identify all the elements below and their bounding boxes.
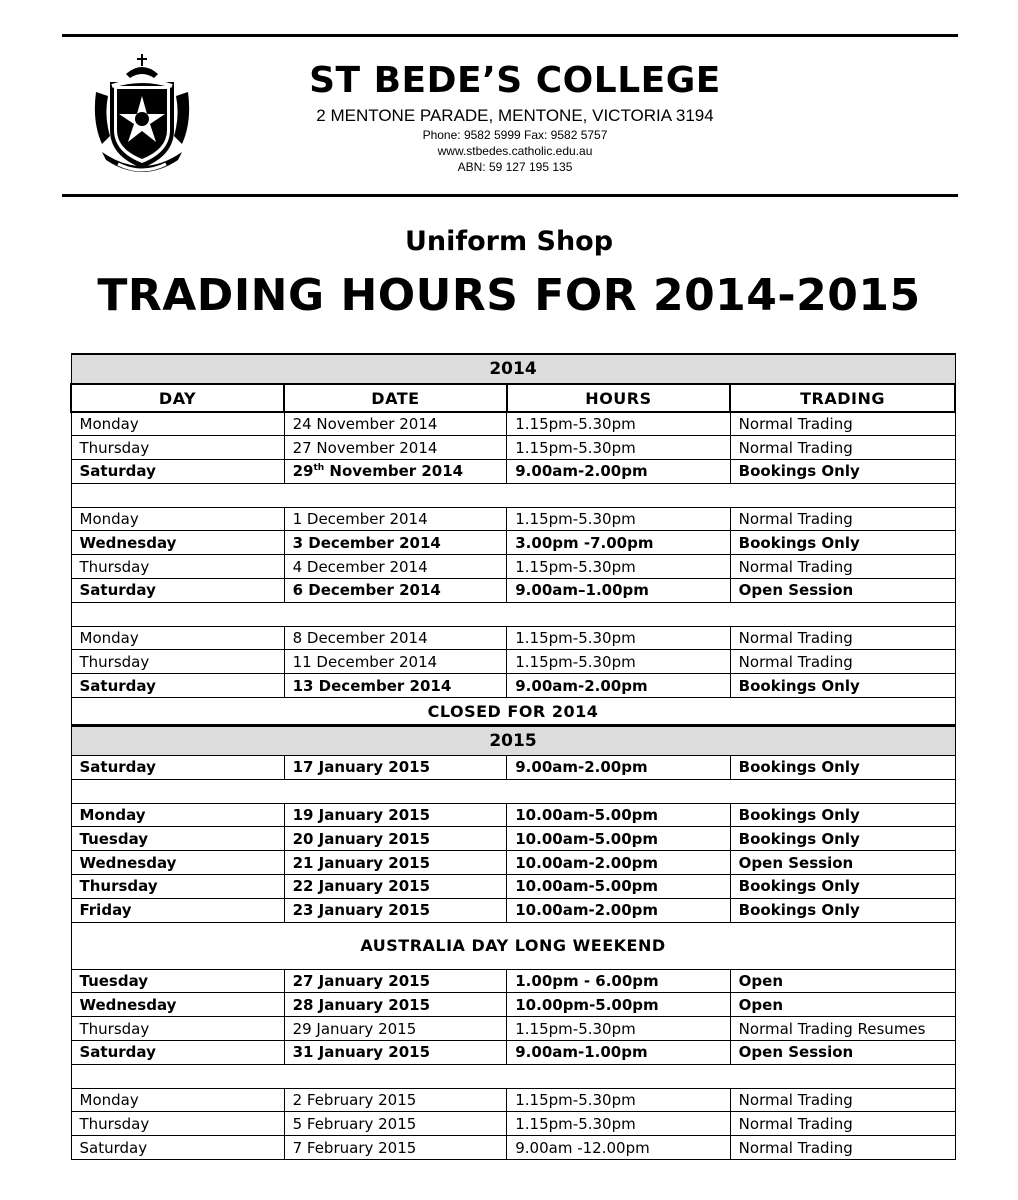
cell-hours: 10.00am-2.00pm — [507, 898, 730, 922]
cell-date: 22 January 2015 — [284, 875, 507, 899]
cell-trading: Bookings Only — [730, 827, 955, 851]
college-website: www.stbedes.catholic.edu.au — [437, 144, 593, 158]
cell-date: 23 January 2015 — [284, 898, 507, 922]
column-header-trading: TRADING — [730, 384, 955, 412]
cell-hours: 1.15pm-5.30pm — [507, 436, 730, 460]
year-header-2014 — [71, 354, 955, 384]
cell-date: 6 December 2014 — [284, 579, 507, 603]
cell-hours: 1.15pm-5.30pm — [507, 412, 730, 436]
cell-date: 24 November 2014 — [284, 412, 507, 436]
cell-hours: 9.00am -12.00pm — [507, 1136, 730, 1160]
cell-day: Saturday — [71, 674, 284, 698]
spacer-cell — [71, 602, 955, 626]
table-row — [71, 756, 955, 780]
cell-date: 13 December 2014 — [284, 674, 507, 698]
cell-day: Thursday — [71, 1017, 284, 1041]
closed-banner — [71, 698, 955, 726]
cell-trading: Normal Trading — [730, 1088, 955, 1112]
cell-day: Thursday — [71, 555, 284, 579]
cell-hours: 1.15pm-5.30pm — [507, 650, 730, 674]
cell-day: Monday — [71, 507, 284, 531]
spacer-cell — [71, 483, 955, 507]
column-header-date: DATE — [284, 384, 507, 412]
cell-day: Monday — [71, 626, 284, 650]
cell-trading: Bookings Only — [730, 875, 955, 899]
table-row — [71, 851, 955, 875]
cell-day: Thursday — [71, 1112, 284, 1136]
cell-day: Monday — [71, 803, 284, 827]
cell-date: 17 January 2015 — [284, 756, 507, 780]
cell-hours: 10.00am-5.00pm — [507, 875, 730, 899]
year-label: 2014 — [71, 354, 955, 384]
column-header-hours: HOURS — [507, 384, 730, 412]
cell-trading: Normal Trading — [730, 626, 955, 650]
cell-date: 8 December 2014 — [284, 626, 507, 650]
cell-date: 20 January 2015 — [284, 827, 507, 851]
cell-trading: Bookings Only — [730, 674, 955, 698]
cell-date: 5 February 2015 — [284, 1112, 507, 1136]
cell-hours: 9.00am-2.00pm — [507, 756, 730, 780]
cell-hours: 1.15pm-5.30pm — [507, 626, 730, 650]
cell-hours: 9.00am-2.00pm — [507, 674, 730, 698]
cell-date: 4 December 2014 — [284, 555, 507, 579]
cell-trading: Normal Trading — [730, 555, 955, 579]
trading-hours-table — [70, 353, 956, 1160]
holiday-banner — [71, 922, 955, 969]
date-suffix: th — [313, 463, 325, 474]
college-crest-logo — [88, 52, 196, 178]
cell-trading: Bookings Only — [730, 531, 955, 555]
header-top-rule — [62, 34, 958, 37]
cell-hours: 10.00am-2.00pm — [507, 851, 730, 875]
cell-day: Thursday — [71, 875, 284, 899]
cell-day: Tuesday — [71, 969, 284, 993]
cell-date: 19 January 2015 — [284, 803, 507, 827]
table-row — [71, 579, 955, 603]
table-row — [71, 1136, 955, 1160]
cell-day: Thursday — [71, 650, 284, 674]
cell-hours: 10.00am-5.00pm — [507, 827, 730, 851]
table-row — [71, 626, 955, 650]
shop-title: Uniform Shop — [404, 226, 614, 257]
spacer-row — [71, 779, 955, 803]
cell-trading: Open — [730, 969, 955, 993]
cell-hours: 1.00pm - 6.00pm — [507, 969, 730, 993]
column-header-row — [71, 384, 955, 412]
cell-trading: Normal Trading — [730, 1136, 955, 1160]
table-row — [71, 875, 955, 899]
cell-day: Saturday — [71, 1041, 284, 1065]
spacer-row — [71, 1064, 955, 1088]
cell-trading: Bookings Only — [730, 460, 955, 484]
cell-date: 27 November 2014 — [284, 436, 507, 460]
table-row — [71, 898, 955, 922]
closed-banner-text: CLOSED FOR 2014 — [71, 698, 955, 726]
cell-trading: Open Session — [730, 579, 955, 603]
page-title: TRADING HOURS FOR 2014-2015 — [97, 270, 921, 321]
table-row — [71, 1017, 955, 1041]
cell-trading: Normal Trading — [730, 507, 955, 531]
cell-date: 29 January 2015 — [284, 1017, 507, 1041]
cell-trading: Normal Trading Resumes — [730, 1017, 955, 1041]
header-bottom-rule — [62, 194, 958, 197]
table-row — [71, 803, 955, 827]
table-row — [71, 531, 955, 555]
cell-hours: 9.00am–1.00pm — [507, 579, 730, 603]
cell-trading: Normal Trading — [730, 1112, 955, 1136]
cell-day: Wednesday — [71, 993, 284, 1017]
spacer-cell — [71, 779, 955, 803]
date-day: 29 — [292, 462, 314, 481]
cell-day: Saturday — [71, 460, 284, 484]
cell-hours: 3.00pm -7.00pm — [507, 531, 730, 555]
cell-day: Saturday — [71, 756, 284, 780]
year-header-2015 — [71, 726, 955, 756]
table-row — [71, 1041, 955, 1065]
cell-day: Saturday — [71, 1136, 284, 1160]
cell-date: 28 January 2015 — [284, 993, 507, 1017]
cell-hours: 1.15pm-5.30pm — [507, 1017, 730, 1041]
table-row — [71, 650, 955, 674]
table-row — [71, 674, 955, 698]
cell-date: 2 February 2015 — [284, 1088, 507, 1112]
cell-hours: 9.00am-1.00pm — [507, 1041, 730, 1065]
cell-trading: Open Session — [730, 851, 955, 875]
cell-hours: 1.15pm-5.30pm — [507, 1112, 730, 1136]
cell-date: 31 January 2015 — [284, 1041, 507, 1065]
holiday-banner-text: AUSTRALIA DAY LONG WEEKEND — [71, 922, 955, 969]
cell-date: 27 January 2015 — [284, 969, 507, 993]
cell-day: Monday — [71, 412, 284, 436]
cell-hours: 10.00am-5.00pm — [507, 803, 730, 827]
cell-trading: Bookings Only — [730, 756, 955, 780]
cell-hours: 1.15pm-5.30pm — [507, 1088, 730, 1112]
cell-day: Saturday — [71, 579, 284, 603]
cell-trading: Normal Trading — [730, 412, 955, 436]
college-abn: ABN: 59 127 195 135 — [457, 160, 573, 174]
cell-date: 21 January 2015 — [284, 851, 507, 875]
table-row — [71, 827, 955, 851]
cell-day: Tuesday — [71, 827, 284, 851]
cell-date: 1 December 2014 — [284, 507, 507, 531]
table-row — [71, 969, 955, 993]
table-row — [71, 436, 955, 460]
cell-day: Wednesday — [71, 851, 284, 875]
cell-date: 11 December 2014 — [284, 650, 507, 674]
cell-hours: 1.15pm-5.30pm — [507, 507, 730, 531]
cell-day: Wednesday — [71, 531, 284, 555]
cell-day: Monday — [71, 1088, 284, 1112]
table-row — [71, 1088, 955, 1112]
cell-trading: Normal Trading — [730, 436, 955, 460]
table-row — [71, 412, 955, 436]
cell-trading: Open Session — [730, 1041, 955, 1065]
college-address: 2 MENTONE PARADE, MENTONE, VICTORIA 3194 — [316, 106, 714, 125]
cell-trading: Bookings Only — [730, 898, 955, 922]
cell-day: Thursday — [71, 436, 284, 460]
cell-day: Friday — [71, 898, 284, 922]
cell-date — [284, 460, 507, 484]
spacer-row — [71, 483, 955, 507]
cell-trading: Normal Trading — [730, 650, 955, 674]
cell-hours: 1.15pm-5.30pm — [507, 555, 730, 579]
cell-date: 3 December 2014 — [284, 531, 507, 555]
year-header-2015-text: 2015 — [71, 726, 955, 756]
table-row — [71, 460, 955, 484]
table-row — [71, 507, 955, 531]
date-rest: November 2014 — [324, 462, 464, 481]
college-phone-fax: Phone: 9582 5999 Fax: 9582 5757 — [422, 128, 608, 142]
column-header-day: DAY — [71, 384, 284, 412]
cell-hours: 10.00pm-5.00pm — [507, 993, 730, 1017]
table-row — [71, 555, 955, 579]
cell-trading: Bookings Only — [730, 803, 955, 827]
college-name: ST BEDE’S COLLEGE — [309, 60, 721, 101]
cell-trading: Open — [730, 993, 955, 1017]
table-row — [71, 993, 955, 1017]
cell-hours: 9.00am-2.00pm — [507, 460, 730, 484]
cell-date: 7 February 2015 — [284, 1136, 507, 1160]
spacer-row — [71, 602, 955, 626]
spacer-cell — [71, 1064, 955, 1088]
table-row — [71, 1112, 955, 1136]
